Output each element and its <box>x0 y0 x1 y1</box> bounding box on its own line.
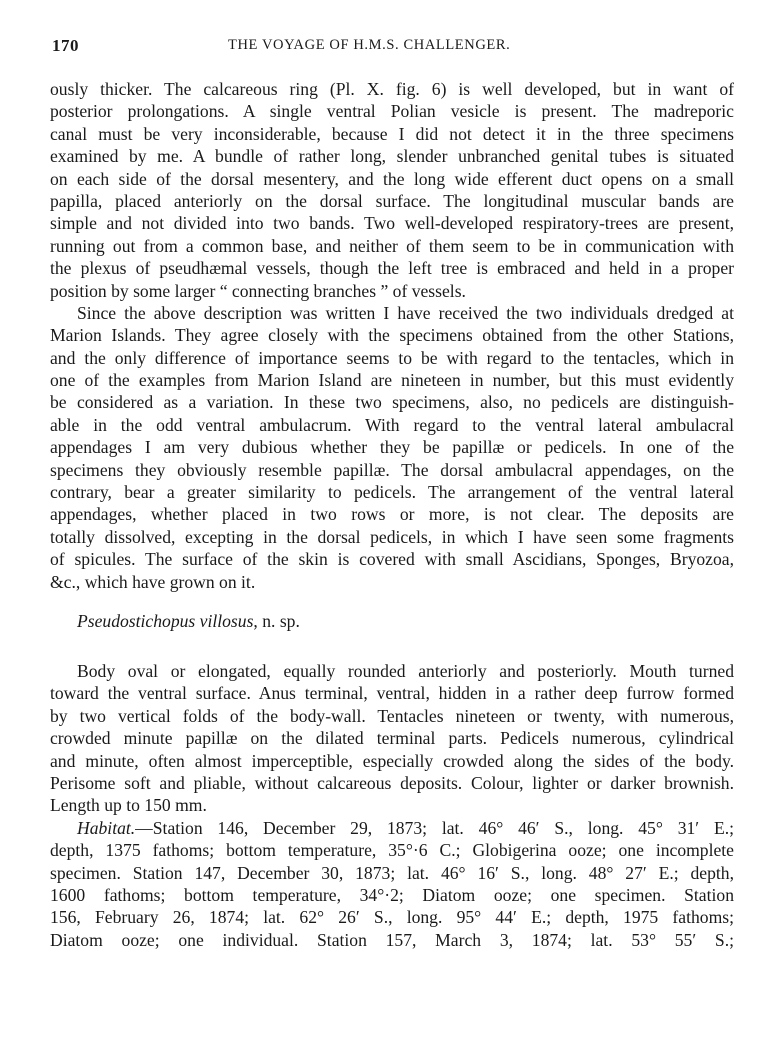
text-line: appendages, whether placed in two rows or more, is not clear. The deposits are <box>50 504 734 525</box>
running-header <box>50 36 734 58</box>
text-line: &c., which have grown on it. <box>50 571 256 592</box>
text-line: one of the examples from Marion Island are nineteen in number, but this must evidently <box>50 370 734 391</box>
text-line: and minute, often almost imperceptible, especially crowded along the sides of the body. <box>50 750 734 771</box>
text-line: papilla, placed anteriorly on the dorsal surface. The longitudinal muscular bands are <box>50 190 734 211</box>
text-line: totally dissolved, excepting in the dorsal pedicels, in which I have seen some fragments <box>50 526 734 547</box>
text-line: examined by me. A bundle of rather long, slender unbranched genital tubes is situated <box>50 146 734 167</box>
text-line: Marion Islands. They agree closely with the specimens obtained from the other Stations, <box>50 325 734 346</box>
text-line: ously thicker. The calcareous ring (Pl. X. fig. 6) is well developed, but in want of <box>50 79 734 99</box>
page-number: 170 <box>52 36 79 55</box>
text-line: be considered as a variation. In these two specimens, also, no pedicels are distinguish- <box>50 392 734 413</box>
text-line: toward the ventral surface. Anus terminal, ventral, hidden in a rather deep furrow formed <box>50 683 734 704</box>
text-line: by two vertical folds of the body-wall. Tentacles nineteen or twenty, with numerous, <box>50 705 734 726</box>
text-line: Since the above description was written I have received the two individuals dredged at <box>77 302 734 323</box>
habitat-first-line <box>50 817 734 839</box>
text-line: position by some larger “ connecting branches ” of vessels. <box>50 280 466 301</box>
text-line: and the only difference of importance seems to be with regard to the tentacles, which in <box>50 347 734 368</box>
text-line: specimen. Station 147, December 30, 1873; lat. 46° 16′ S., long. 48° 27′ E.; depth, <box>50 862 734 883</box>
section-species-description <box>50 660 734 951</box>
text-line: the plexus of pseudhæmal vessels, though the left tree is embraced and held in a proper <box>50 258 734 279</box>
paragraph-anatomy <box>50 78 734 302</box>
text-line: Length up to 150 mm. <box>50 795 207 816</box>
running-title: THE VOYAGE OF H.M.S. CHALLENGER. <box>228 37 511 53</box>
text-line: contrary, bear a greater similarity to pedicels. The arrangement of the ventral lateral <box>50 482 734 503</box>
text-line: crowded minute papillæ on the dilated terminal parts. Pedicels numerous, cylindrical <box>50 728 734 749</box>
text-line: of spicules. The surface of the skin is covered with small Ascidians, Sponges, Bryozoa, <box>50 549 734 570</box>
text-line: running out from a common base, and neither of them seem to be in communication with <box>50 235 734 256</box>
text-line: canal must be very inconsiderable, because I did not detect it in the three specimens <box>50 123 734 144</box>
species-heading <box>77 610 300 632</box>
text-line: Diatom ooze; one individual. Station 157, March 3, 1874; lat. 53° 55′ S.; <box>50 929 734 950</box>
section-continued-description <box>50 78 734 593</box>
text-line: Perisome soft and pliable, without calcareous deposits. Colour, lighter or darker brownish. <box>50 772 734 793</box>
text-line: 1600 fathoms; bottom temperature, 34°·2; Diatom ooze; one specimen. Station <box>50 884 734 905</box>
text-line: simple and not divided into two bands. Two well-developed respiratory-trees are present, <box>50 213 734 234</box>
text-line: able in the odd ventral ambulacrum. With regard to the ventral lateral ambulacral <box>50 414 734 435</box>
habitat-text: —Station 146, December 29, 1873; lat. 46° 46′ S., long. 45° 31′ E.; <box>135 817 734 838</box>
text-line: depth, 1375 fathoms; bottom temperature, 35°·6 C.; Globigerina ooze; one incomplete <box>50 840 734 861</box>
paragraph-marion-islands <box>50 302 734 593</box>
text-line: Body oval or elongated, equally rounded anteriorly and posteriorly. Mouth turned <box>77 661 734 681</box>
species-suffix: , n. sp. <box>253 611 300 631</box>
text-line: specimens they obviously resemble papillæ. The dorsal ambulacral appendages, on the <box>50 459 734 480</box>
habitat-label: Habitat. <box>77 817 136 838</box>
text-line: 156, February 26, 1874; lat. 62° 26′ S., long. 95° 44′ E.; depth, 1975 fathoms; <box>50 907 734 928</box>
text-line: on each side of the dorsal mesentery, and the long wide efferent duct opens on a small <box>50 168 734 189</box>
species-name: Pseudostichopus villosus <box>77 611 254 631</box>
text-line: appendages I am very dubious whether they be papillæ or pedicels. In one of the <box>50 437 734 458</box>
text-line: posterior prolongations. A single ventral Polian vesicle is present. The madreporic <box>50 101 734 122</box>
paragraph-diagnosis <box>50 660 734 817</box>
paragraph-habitat <box>50 817 734 951</box>
